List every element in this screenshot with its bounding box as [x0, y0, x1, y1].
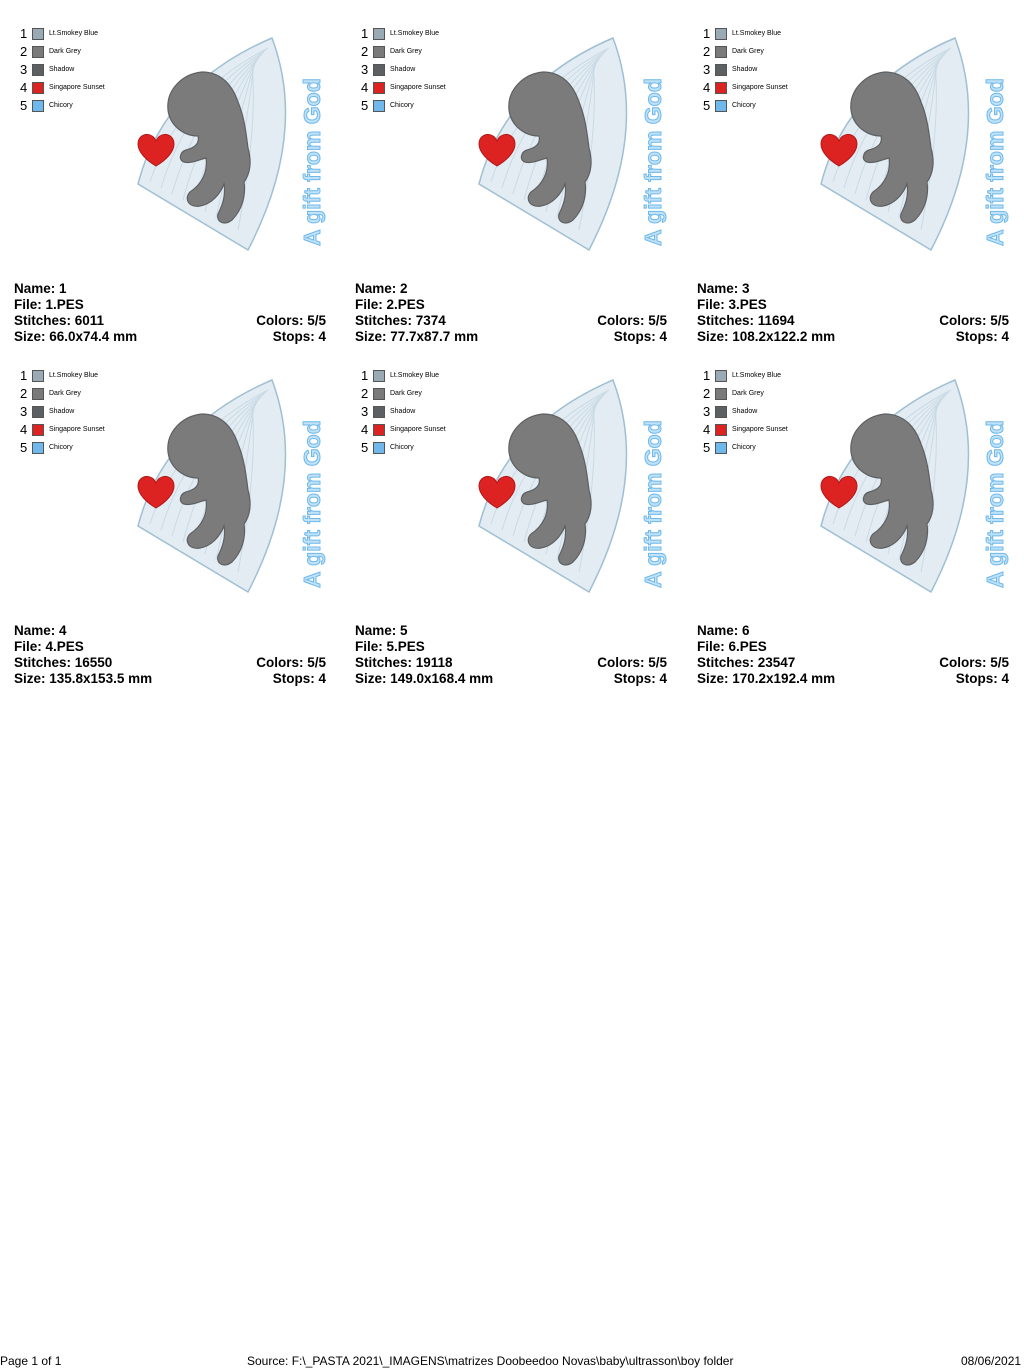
legend-color-name: Singapore Sunset	[49, 426, 105, 433]
legend-number: 5	[703, 98, 711, 113]
legend-color-name: Singapore Sunset	[732, 426, 788, 433]
design-card	[355, 24, 675, 344]
legend-number: 4	[20, 422, 28, 437]
design-file: File: 4.PES	[14, 639, 84, 654]
embroidery-artwork	[128, 366, 334, 620]
design-preview	[811, 366, 1017, 620]
legend-number: 2	[361, 44, 369, 59]
artwork-text: A gift from God	[982, 420, 1008, 588]
color-swatch	[373, 28, 385, 40]
design-file: File: 1.PES	[14, 297, 84, 312]
color-swatch	[32, 82, 44, 94]
legend-color-name: Dark Grey	[390, 390, 422, 397]
design-name: Name: 3	[697, 281, 750, 296]
legend-color-name: Singapore Sunset	[49, 84, 105, 91]
legend-number: 5	[703, 440, 711, 455]
stitch-count: Stitches: 7374	[355, 313, 446, 328]
stitch-count: Stitches: 11694	[697, 313, 795, 328]
stitch-count: Stitches: 23547	[697, 655, 796, 670]
color-swatch	[373, 64, 385, 76]
color-count: Colors: 5/5	[256, 655, 326, 670]
design-file: File: 2.PES	[355, 297, 425, 312]
legend-color-name: Dark Grey	[390, 48, 422, 55]
color-swatch	[373, 370, 385, 382]
design-name: Name: 1	[14, 281, 67, 296]
color-swatch	[715, 388, 727, 400]
legend-color-name: Singapore Sunset	[390, 84, 446, 91]
legend-color-name: Shadow	[49, 66, 75, 73]
legend-color-name: Shadow	[390, 66, 416, 73]
design-name: Name: 4	[14, 623, 67, 638]
embroidery-artwork	[469, 366, 675, 620]
color-count: Colors: 5/5	[939, 313, 1009, 328]
legend-number: 1	[703, 26, 711, 41]
color-count: Colors: 5/5	[597, 313, 667, 328]
design-preview	[128, 366, 334, 620]
color-swatch	[373, 100, 385, 112]
legend-color-name: Lt.Smokey Blue	[49, 372, 99, 379]
page-number: Page 1 of 1	[0, 1354, 62, 1368]
artwork-text: A gift from God	[640, 78, 666, 246]
color-count: Colors: 5/5	[256, 313, 326, 328]
color-count: Colors: 5/5	[939, 655, 1009, 670]
legend-color-name: Chicory	[49, 102, 73, 109]
stop-count: Stops: 4	[272, 671, 326, 686]
color-swatch	[715, 100, 727, 112]
color-swatch	[32, 388, 44, 400]
color-swatch	[32, 370, 44, 382]
legend-number: 2	[20, 44, 28, 59]
legend-color-name: Shadow	[732, 66, 758, 73]
color-swatch	[32, 424, 44, 436]
design-file: File: 5.PES	[355, 639, 425, 654]
legend-color-name: Lt.Smokey Blue	[390, 372, 440, 379]
color-swatch	[32, 100, 44, 112]
legend-number: 5	[361, 440, 369, 455]
legend-number: 2	[703, 386, 711, 401]
design-card	[697, 366, 1017, 686]
stop-count: Stops: 4	[955, 329, 1009, 344]
artwork-text: A gift from God	[299, 420, 325, 588]
legend-color-name: Lt.Smokey Blue	[732, 30, 782, 37]
color-swatch	[32, 406, 44, 418]
color-swatch	[32, 442, 44, 454]
color-swatch	[32, 46, 44, 58]
print-date: 08/06/2021	[961, 1354, 1022, 1368]
stitch-count: Stitches: 19118	[355, 655, 453, 670]
legend-number: 4	[361, 422, 369, 437]
stop-count: Stops: 4	[272, 329, 326, 344]
design-name: Name: 6	[697, 623, 750, 638]
color-swatch	[373, 424, 385, 436]
design-preview	[469, 24, 675, 278]
legend-number: 4	[20, 80, 28, 95]
design-size: Size: 108.2x122.2 mm	[697, 329, 836, 344]
design-name: Name: 5	[355, 623, 408, 638]
color-swatch	[715, 82, 727, 94]
legend-number: 1	[361, 26, 369, 41]
color-swatch	[373, 46, 385, 58]
color-swatch	[373, 406, 385, 418]
color-swatch	[715, 442, 727, 454]
color-swatch	[373, 442, 385, 454]
legend-number: 2	[20, 386, 28, 401]
legend-color-name: Chicory	[390, 102, 414, 109]
design-card	[697, 24, 1017, 344]
design-file: File: 6.PES	[697, 639, 767, 654]
legend-number: 2	[361, 386, 369, 401]
embroidery-artwork	[811, 24, 1017, 278]
color-swatch	[715, 406, 727, 418]
color-swatch	[715, 424, 727, 436]
embroidery-artwork	[811, 366, 1017, 620]
design-preview	[811, 24, 1017, 278]
stitch-count: Stitches: 6011	[14, 313, 105, 328]
design-size: Size: 170.2x192.4 mm	[697, 671, 836, 686]
legend-color-name: Dark Grey	[49, 48, 81, 55]
artwork-text: A gift from God	[640, 420, 666, 588]
legend-number: 3	[20, 404, 28, 419]
legend-color-name: Lt.Smokey Blue	[390, 30, 440, 37]
legend-color-name: Chicory	[732, 102, 756, 109]
color-swatch	[715, 64, 727, 76]
legend-number: 2	[703, 44, 711, 59]
legend-color-name: Chicory	[49, 444, 73, 451]
legend-color-name: Lt.Smokey Blue	[732, 372, 782, 379]
color-swatch	[373, 388, 385, 400]
design-size: Size: 77.7x87.7 mm	[355, 329, 479, 344]
legend-number: 4	[703, 80, 711, 95]
legend-color-name: Chicory	[390, 444, 414, 451]
artwork-text: A gift from God	[982, 78, 1008, 246]
design-card	[14, 366, 334, 686]
design-size: Size: 135.8x153.5 mm	[14, 671, 153, 686]
legend-number: 4	[361, 80, 369, 95]
legend-number: 5	[20, 440, 28, 455]
color-swatch	[715, 46, 727, 58]
color-swatch	[715, 370, 727, 382]
legend-number: 5	[20, 98, 28, 113]
stop-count: Stops: 4	[613, 329, 667, 344]
legend-color-name: Singapore Sunset	[390, 426, 446, 433]
legend-color-name: Dark Grey	[49, 390, 81, 397]
source-path: Source: F:\_PASTA 2021\_IMAGENS\matrizes Doobeedoo Novas\baby\ultrasson\boy folder	[247, 1354, 734, 1368]
color-swatch	[373, 82, 385, 94]
artwork-text: A gift from God	[299, 78, 325, 246]
legend-number: 1	[703, 368, 711, 383]
legend-number: 1	[361, 368, 369, 383]
legend-color-name: Dark Grey	[732, 390, 764, 397]
legend-color-name: Shadow	[49, 408, 75, 415]
legend-color-name: Lt.Smokey Blue	[49, 30, 99, 37]
design-card	[355, 366, 675, 686]
design-size: Size: 66.0x74.4 mm	[14, 329, 138, 344]
design-preview	[469, 366, 675, 620]
design-card	[14, 24, 334, 344]
legend-number: 3	[703, 62, 711, 77]
legend-number: 4	[703, 422, 711, 437]
design-size: Size: 149.0x168.4 mm	[355, 671, 494, 686]
legend-color-name: Chicory	[732, 444, 756, 451]
legend-number: 3	[361, 62, 369, 77]
design-name: Name: 2	[355, 281, 408, 296]
color-swatch	[32, 28, 44, 40]
legend-color-name: Shadow	[390, 408, 416, 415]
color-swatch	[715, 28, 727, 40]
legend-number: 3	[20, 62, 28, 77]
legend-number: 1	[20, 368, 28, 383]
color-swatch	[32, 64, 44, 76]
design-file: File: 3.PES	[697, 297, 767, 312]
design-preview	[128, 24, 334, 278]
embroidery-artwork	[469, 24, 675, 278]
legend-color-name: Singapore Sunset	[732, 84, 788, 91]
embroidery-artwork	[128, 24, 334, 278]
stitch-count: Stitches: 16550	[14, 655, 113, 670]
stop-count: Stops: 4	[955, 671, 1009, 686]
legend-color-name: Dark Grey	[732, 48, 764, 55]
legend-number: 3	[361, 404, 369, 419]
legend-color-name: Shadow	[732, 408, 758, 415]
color-count: Colors: 5/5	[597, 655, 667, 670]
legend-number: 1	[20, 26, 28, 41]
legend-number: 3	[703, 404, 711, 419]
legend-number: 5	[361, 98, 369, 113]
stop-count: Stops: 4	[613, 671, 667, 686]
